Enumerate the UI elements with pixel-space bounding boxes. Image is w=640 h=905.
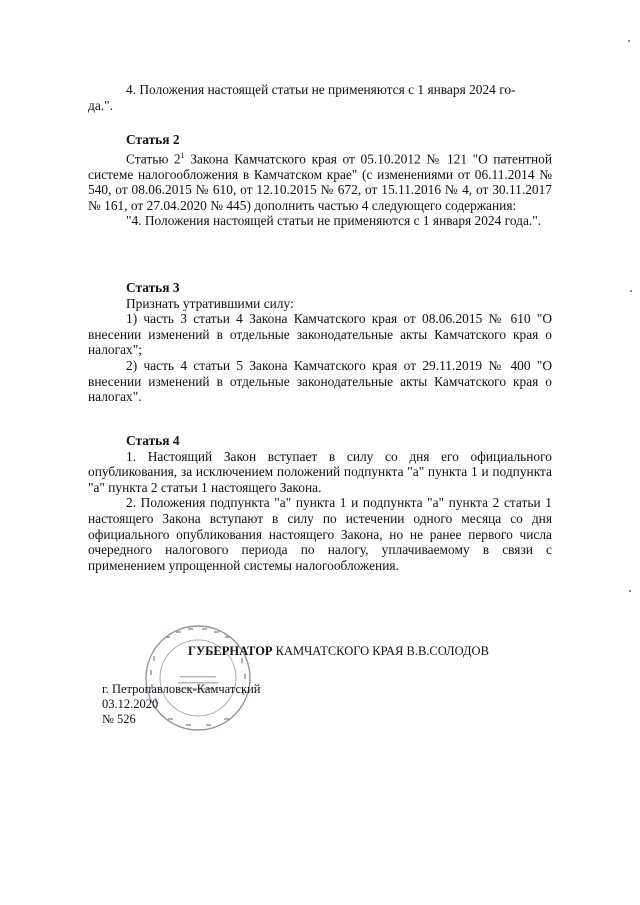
article-3 [88, 280, 552, 405]
governor-name: КАМЧАТСКОГО КРАЯ В.В.СОЛОДОВ [272, 644, 489, 658]
scan-mark [629, 590, 631, 592]
article-4-heading: Статья 4 [126, 433, 180, 448]
signing-city: г. Петропавловск-Камчатский [102, 682, 261, 696]
signature-line [188, 644, 489, 659]
article-2 [88, 132, 552, 229]
official-seal-stamp [142, 622, 254, 734]
scan-mark [630, 290, 632, 292]
governor-title: ГУБЕРНАТОР [188, 644, 273, 658]
article-3-item-2: 2) часть 4 статьи 5 Закона Камчатского края от 29.11.2019 № 400 "О внесении изменений в отдельные законодательные акты Камчатского края о налогах". [88, 357, 552, 405]
scan-mark [628, 40, 630, 42]
article-3-heading: Статья 3 [126, 280, 180, 295]
article-3-item-1: 1) часть 3 статьи 4 Закона Камчатского края от 08.06.2015 № 610 "О внесении изменений в отдельные законодательные акты Камчатского края о налогах"; [88, 311, 552, 358]
article-4-para-1: 1. Настоящий Закон вступает в силу со дня его официального опубликования, за исключением положений подпункта "а" пункта 1 и подпункта "а" пункта 2 статьи 1 настоящего Закона. [88, 448, 552, 495]
article-4-para-2: 2. Положения подпункта "а" пункта 1 и подпункта "а" пункта 2 статьи 1 настоящего Закона вступают в силу по истечении одного месяца со дня официального опубликования настоящего Закона, но не ранее первого числа очередного налогового периода по налогу, уплачиваемому в связи с применением упрощенной системы налогообложения. [88, 495, 552, 573]
signing-date: 03.12.2020 [102, 697, 159, 711]
article-3-intro: Признать утратившими силу: [126, 295, 294, 311]
article-1-para-4: 4. Положения настоящей статьи не применяются с 1 января 2024 го- да.". [88, 82, 516, 113]
article-2-body: Статью $2^1$ Закона Камчатского края от 05.10.2012 № 121 "О патентной системе налогообложения в Камчатском крае" (с изменениями от 06.11.2014 № 540, от 08.06.2015 № 610, от 12.10.2015 № 672, от 15.11.2016 № 4, от 30.11.2017 № 161, от 27.04.2020 № 445) дополнить частью 4 следующего содержания: [88, 150, 553, 213]
article-2-quote: "4. Положения настоящей статьи не применяются с 1 января 2024 года.". [126, 213, 542, 229]
law-number: № 526 [102, 712, 136, 726]
article-2-heading: Статья 2 [126, 132, 180, 147]
article-4 [88, 433, 552, 573]
article-1-tail [88, 82, 552, 113]
